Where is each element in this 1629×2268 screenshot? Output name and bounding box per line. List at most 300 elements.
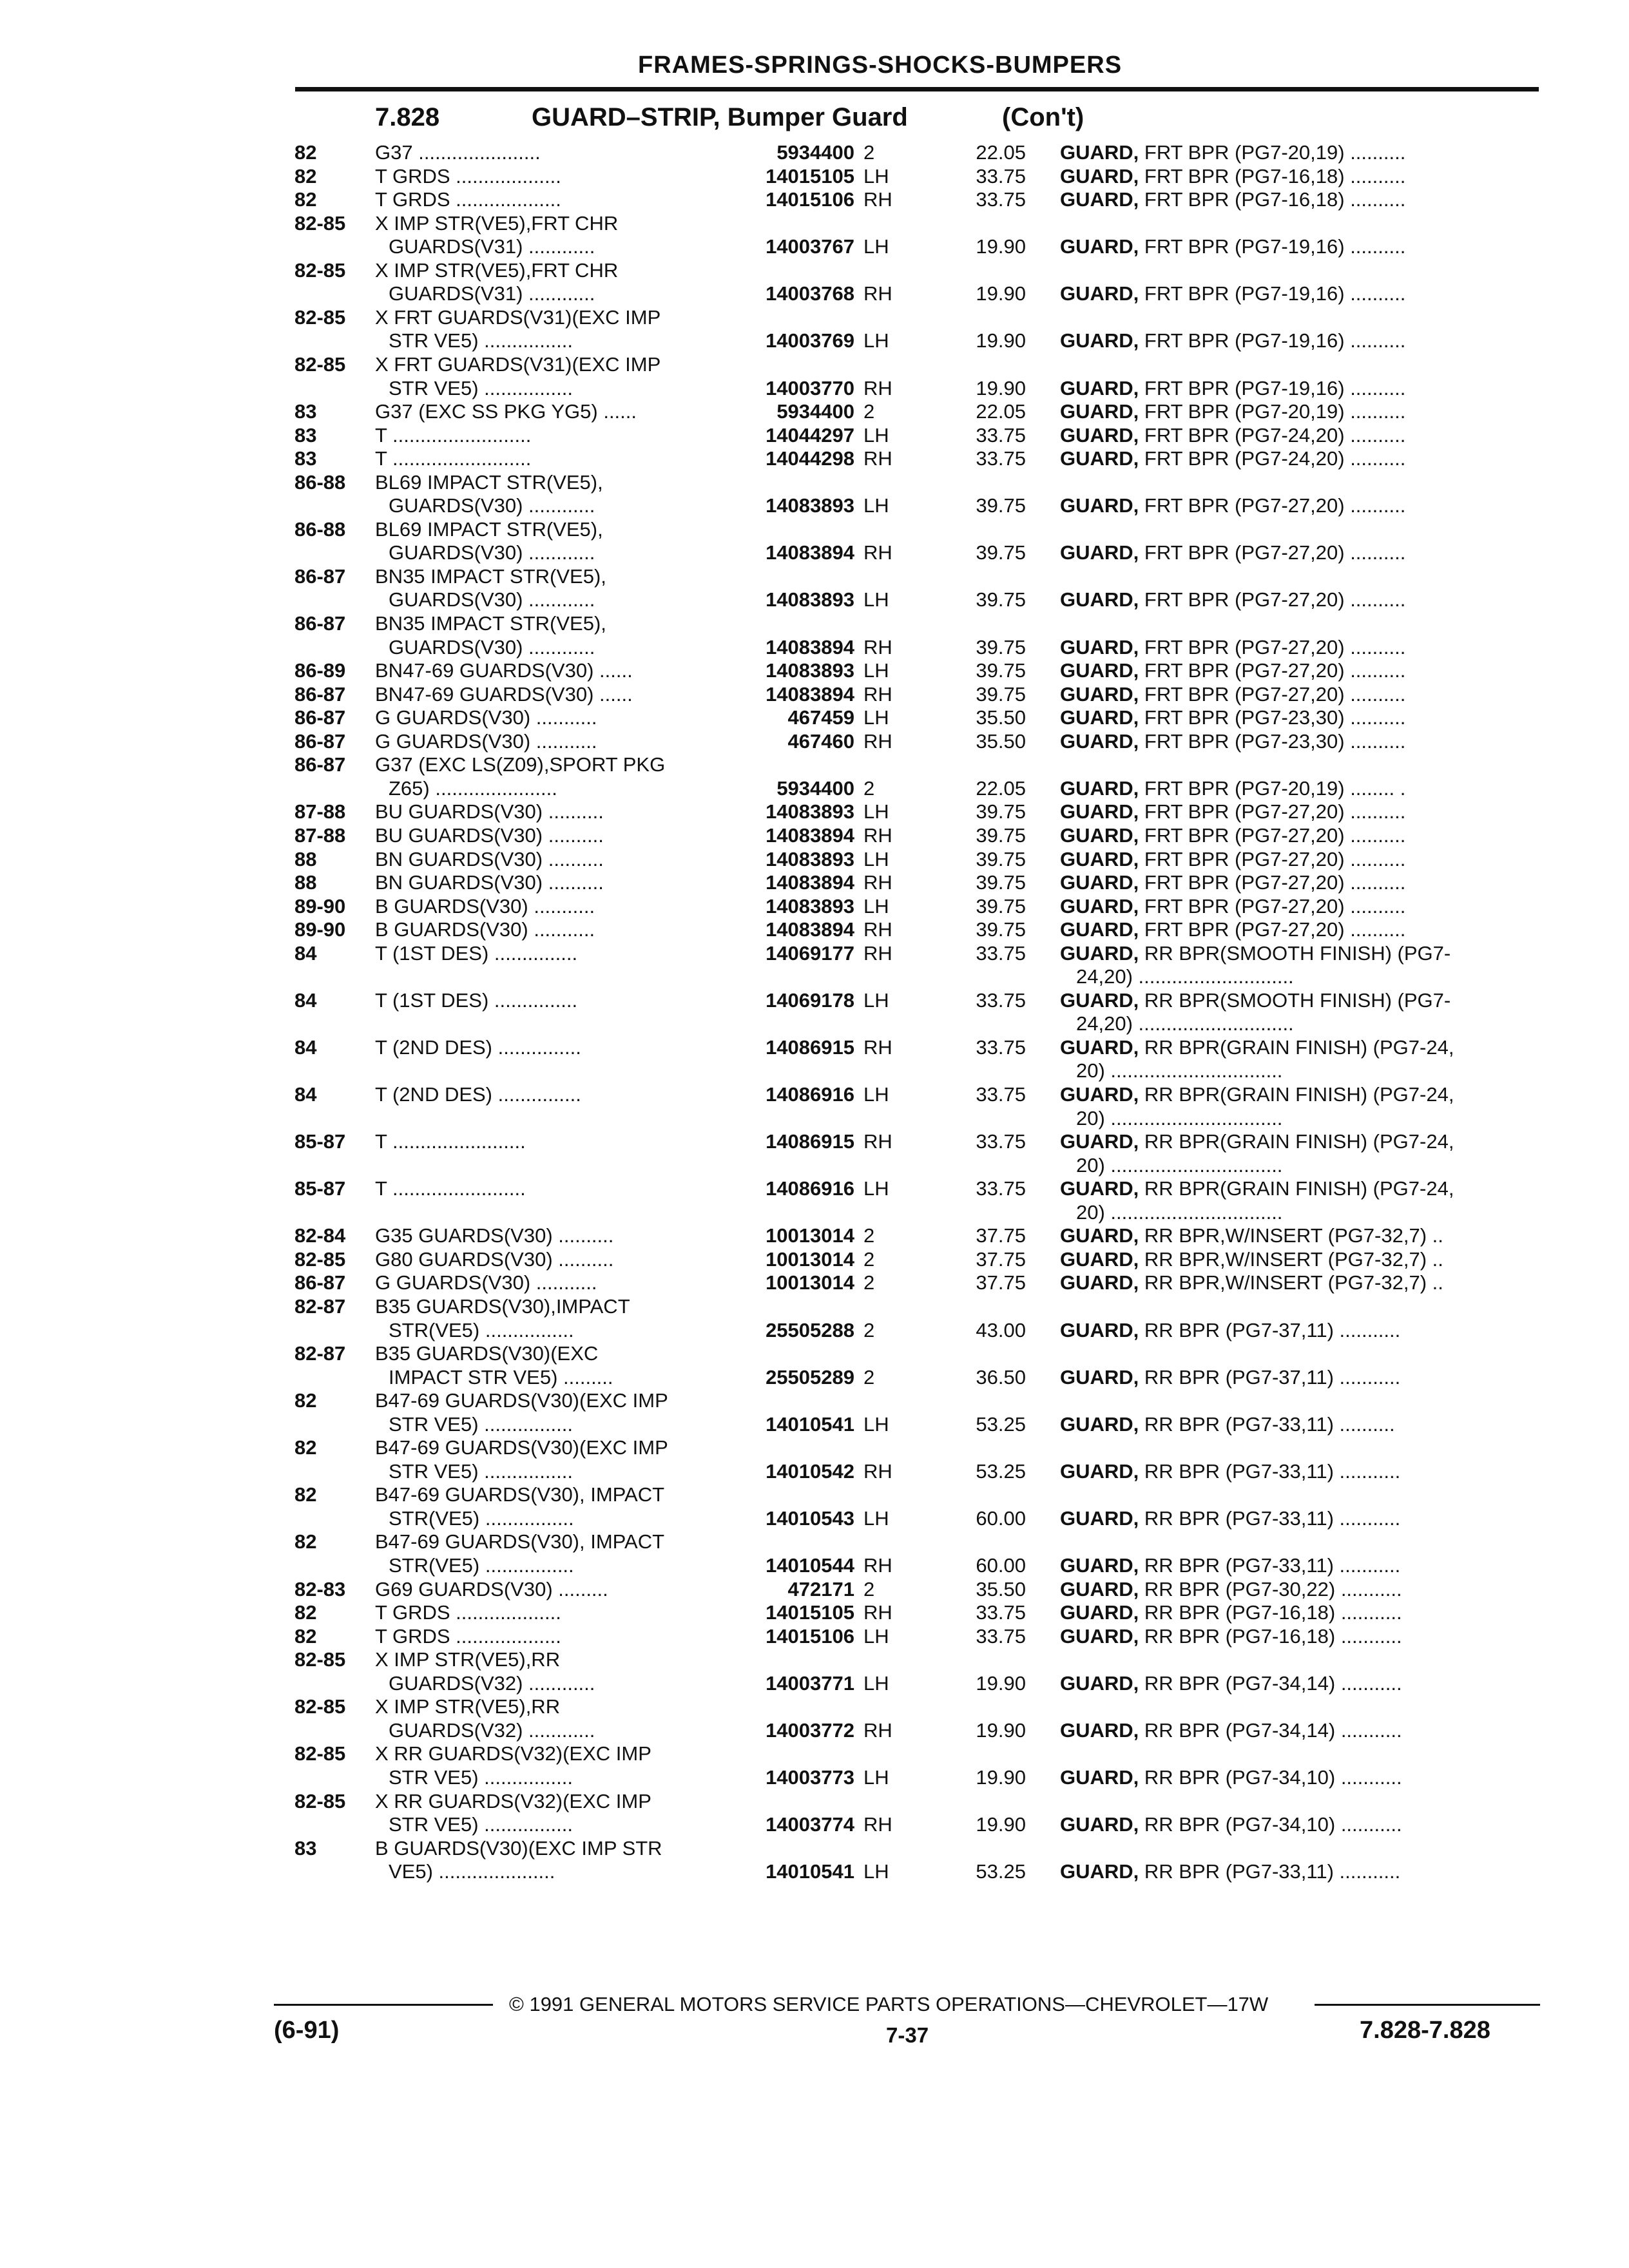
usage-description: X IMP STR(VE5),FRT CHR	[375, 211, 619, 235]
model-year: 86-87	[294, 682, 346, 706]
price: 53.25	[976, 1459, 1026, 1483]
part-name-keyword: GUARD,	[1060, 659, 1139, 682]
usage-description: G GUARDS(V30) ...........	[375, 729, 597, 753]
part-name-detail: FRT BPR (PG7-19,16) ..........	[1139, 329, 1406, 352]
part-name	[1060, 706, 1537, 729]
list-item	[0, 1553, 1629, 1577]
list-item	[0, 399, 1629, 423]
usage-description: STR(VE5) ................	[389, 1554, 574, 1577]
part-name-detail: FRT BPR (PG7-27,20) ..........	[1139, 635, 1406, 658]
part-number: 14010541	[766, 1860, 854, 1883]
part-name	[1060, 1177, 1537, 1200]
model-year: 83	[294, 423, 317, 447]
model-year: 86-87	[294, 753, 346, 776]
usage-description: BU GUARDS(V30) ..........	[375, 823, 604, 847]
quantity: LH	[863, 1860, 889, 1883]
model-year: 85-87	[294, 1177, 346, 1200]
part-number: 14015105	[766, 1601, 854, 1624]
part-name	[1060, 1035, 1537, 1059]
list-item	[0, 1483, 1629, 1506]
quantity: RH	[863, 188, 892, 211]
part-name-keyword: GUARD,	[1060, 941, 1139, 965]
list-item	[0, 1600, 1629, 1624]
part-name-continued: 20) ...............................	[1076, 1153, 1283, 1177]
price: 39.75	[976, 659, 1026, 682]
price: 19.90	[976, 282, 1026, 305]
part-name-keyword: GUARD,	[1060, 541, 1139, 564]
usage-description: GUARDS(V30) ............	[389, 494, 595, 517]
part-name-keyword: GUARD,	[1060, 588, 1139, 611]
footer-left-rule	[274, 2004, 493, 2006]
part-name	[1060, 329, 1537, 352]
price: 53.25	[976, 1412, 1026, 1436]
list-item	[0, 258, 1629, 282]
part-name-detail: FRT BPR (PG7-27,20) ..........	[1139, 659, 1406, 682]
part-number: 467459	[787, 706, 854, 729]
part-name-keyword: GUARD,	[1060, 847, 1139, 870]
part-name-keyword: GUARD,	[1060, 282, 1139, 305]
part-number: 14044298	[766, 447, 854, 470]
part-name-detail: FRT BPR (PG7-16,18) ..........	[1139, 164, 1406, 187]
usage-description: BN GUARDS(V30) ..........	[375, 871, 604, 894]
part-name-detail: FRT BPR (PG7-27,20) ..........	[1139, 800, 1406, 823]
part-name-detail: RR BPR (PG7-37,11) ...........	[1139, 1365, 1401, 1389]
model-year: 88	[294, 871, 317, 894]
part-name-keyword: GUARD,	[1060, 1459, 1139, 1483]
usage-description: STR VE5) ................	[389, 376, 573, 399]
part-number: 14086916	[766, 1177, 854, 1200]
footer-page-number: 7-37	[886, 2023, 929, 2047]
part-name	[1060, 164, 1537, 188]
usage-description: T GRDS ...................	[375, 188, 561, 211]
model-year: 84	[294, 1035, 317, 1059]
model-year: 89-90	[294, 894, 346, 918]
part-name-continued: 24,20) ............................	[1076, 1012, 1294, 1035]
quantity: RH	[863, 823, 892, 847]
part-name	[1060, 1553, 1537, 1577]
part-number: 467460	[787, 729, 854, 753]
price: 43.00	[976, 1318, 1026, 1341]
part-number: 14083893	[766, 494, 854, 517]
part-name	[1060, 140, 1537, 164]
part-number: 14010542	[766, 1459, 854, 1483]
usage-description: X RR GUARDS(V32)(EXC IMP	[375, 1742, 651, 1765]
part-name-keyword: GUARD,	[1060, 1247, 1139, 1271]
part-name-keyword: GUARD,	[1060, 1765, 1139, 1789]
part-name-keyword: GUARD,	[1060, 706, 1139, 729]
part-name-keyword: GUARD,	[1060, 447, 1139, 470]
part-name	[1060, 541, 1537, 564]
price: 39.75	[976, 800, 1026, 823]
model-year: 82	[294, 1601, 317, 1624]
part-name-detail: RR BPR(GRAIN FINISH) (PG7-24,	[1139, 1177, 1454, 1200]
part-number: 14083894	[766, 635, 854, 658]
list-item	[0, 235, 1629, 258]
quantity: LH	[863, 1506, 889, 1530]
quantity: LH	[863, 1412, 889, 1436]
quantity: LH	[863, 164, 889, 187]
list-item	[0, 1624, 1629, 1648]
list-item	[0, 1812, 1629, 1836]
usage-description: BU GUARDS(V30) ..........	[375, 800, 604, 823]
part-number: 14003769	[766, 329, 854, 352]
usage-description: X FRT GUARDS(V31)(EXC IMP	[375, 352, 661, 376]
quantity: LH	[863, 659, 889, 682]
part-name-continued: 20) ...............................	[1076, 1106, 1283, 1129]
usage-description: B35 GUARDS(V30),IMPACT	[375, 1294, 630, 1318]
usage-description: B GUARDS(V30) ...........	[375, 918, 595, 941]
quantity: LH	[863, 800, 889, 823]
part-name-keyword: GUARD,	[1060, 423, 1139, 447]
section-continued: (Con't)	[1002, 103, 1084, 131]
part-name-keyword: GUARD,	[1060, 1083, 1139, 1106]
list-item	[0, 1247, 1629, 1271]
part-name	[1060, 282, 1537, 305]
part-number: 14010541	[766, 1412, 854, 1436]
usage-description: STR VE5) ................	[389, 1813, 573, 1836]
price: 37.75	[976, 1271, 1026, 1294]
quantity: 2	[863, 776, 875, 800]
part-name	[1060, 376, 1537, 400]
quantity: 2	[863, 141, 875, 164]
list-item-continuation	[0, 1200, 1629, 1224]
list-item	[0, 140, 1629, 164]
part-name	[1060, 1271, 1537, 1294]
usage-description: G69 GUARDS(V30) .........	[375, 1577, 608, 1600]
part-name-keyword: GUARD,	[1060, 1813, 1139, 1836]
model-year: 82	[294, 1624, 317, 1648]
part-name	[1060, 870, 1537, 894]
list-item	[0, 918, 1629, 941]
quantity: 2	[863, 1318, 875, 1341]
price: 19.90	[976, 1813, 1026, 1836]
part-name	[1060, 658, 1537, 682]
list-item	[0, 776, 1629, 800]
list-item	[0, 1318, 1629, 1342]
part-name	[1060, 988, 1537, 1012]
part-number: 5934400	[776, 141, 854, 164]
quantity: RH	[863, 1554, 892, 1577]
usage-description: GUARDS(V30) ............	[389, 635, 595, 658]
list-item	[0, 588, 1629, 611]
quantity: RH	[863, 282, 892, 305]
part-number: 5934400	[776, 400, 854, 423]
part-name-detail: FRT BPR (PG7-19,16) ..........	[1139, 235, 1406, 258]
quantity: LH	[863, 894, 889, 918]
part-name	[1060, 941, 1537, 965]
model-year: 86-87	[294, 1271, 346, 1294]
price: 39.75	[976, 541, 1026, 564]
list-item	[0, 1341, 1629, 1365]
part-name-keyword: GUARD,	[1060, 1318, 1139, 1341]
quantity: RH	[863, 541, 892, 564]
part-number: 14083893	[766, 659, 854, 682]
usage-description: G80 GUARDS(V30) ..........	[375, 1247, 614, 1271]
part-name	[1060, 1577, 1537, 1601]
model-year: 84	[294, 1083, 317, 1106]
usage-description: B47-69 GUARDS(V30)(EXC IMP	[375, 1389, 668, 1412]
part-name	[1060, 1082, 1537, 1106]
quantity: LH	[863, 1624, 889, 1648]
part-number: 14010544	[766, 1554, 854, 1577]
price: 33.75	[976, 1601, 1026, 1624]
list-item	[0, 1671, 1629, 1695]
part-name-keyword: GUARD,	[1060, 682, 1139, 706]
usage-description: G37 (EXC SS PKG YG5) ......	[375, 400, 637, 423]
part-name-detail: FRT BPR (PG7-27,20) ..........	[1139, 894, 1406, 918]
list-item	[0, 635, 1629, 659]
model-year: 84	[294, 988, 317, 1012]
price: 19.90	[976, 1671, 1026, 1695]
price: 60.00	[976, 1554, 1026, 1577]
usage-description: GUARDS(V30) ............	[389, 588, 595, 611]
usage-description: G37 (EXC LS(Z09),SPORT PKG	[375, 753, 666, 776]
part-name-detail: RR BPR(GRAIN FINISH) (PG7-24,	[1139, 1035, 1454, 1059]
part-number: 14003771	[766, 1671, 854, 1695]
part-number: 14083894	[766, 871, 854, 894]
part-name	[1060, 1247, 1537, 1271]
part-name	[1060, 823, 1537, 847]
usage-description: T (2ND DES) ...............	[375, 1035, 581, 1059]
part-name-detail: FRT BPR (PG7-16,18) ..........	[1139, 188, 1406, 211]
list-item	[0, 1271, 1629, 1294]
part-number: 14003768	[766, 282, 854, 305]
list-item-continuation	[0, 1153, 1629, 1177]
list-item	[0, 753, 1629, 776]
list-item	[0, 658, 1629, 682]
price: 35.50	[976, 706, 1026, 729]
quantity: 2	[863, 1365, 875, 1389]
usage-description: BN47-69 GUARDS(V30) ......	[375, 682, 633, 706]
part-name-keyword: GUARD,	[1060, 188, 1139, 211]
part-name-keyword: GUARD,	[1060, 1554, 1139, 1577]
model-year: 87-88	[294, 823, 346, 847]
part-number: 14083894	[766, 682, 854, 706]
price: 22.05	[976, 400, 1026, 423]
price: 33.75	[976, 447, 1026, 470]
part-name-detail: FRT BPR (PG7-27,20) ..........	[1139, 682, 1406, 706]
model-year: 82-85	[294, 1789, 346, 1812]
model-year: 88	[294, 847, 317, 870]
list-item	[0, 1648, 1629, 1671]
part-name-keyword: GUARD,	[1060, 894, 1139, 918]
part-number: 14015106	[766, 1624, 854, 1648]
list-item	[0, 1577, 1629, 1601]
part-name-keyword: GUARD,	[1060, 776, 1139, 800]
part-name-detail: RR BPR(GRAIN FINISH) (PG7-24,	[1139, 1083, 1454, 1106]
list-item	[0, 988, 1629, 1012]
model-year: 82-87	[294, 1294, 346, 1318]
part-number: 14010543	[766, 1506, 854, 1530]
list-item	[0, 187, 1629, 211]
quantity: LH	[863, 706, 889, 729]
usage-description: T GRDS ...................	[375, 164, 561, 187]
part-name-detail: RR BPR (PG7-33,11) ...........	[1139, 1554, 1401, 1577]
price: 39.75	[976, 588, 1026, 611]
list-item	[0, 376, 1629, 400]
price: 39.75	[976, 871, 1026, 894]
list-item	[0, 823, 1629, 847]
quantity: RH	[863, 635, 892, 658]
page-title: FRAMES-SPRINGS-SHOCKS-BUMPERS	[638, 52, 1123, 79]
part-name-keyword: GUARD,	[1060, 1130, 1139, 1153]
usage-description: BN35 IMPACT STR(VE5),	[375, 612, 606, 635]
part-name	[1060, 1860, 1537, 1883]
price: 35.50	[976, 1577, 1026, 1600]
part-number: 25505288	[766, 1318, 854, 1341]
quantity: LH	[863, 588, 889, 611]
part-name-detail: FRT BPR (PG7-19,16) ..........	[1139, 282, 1406, 305]
part-number: 14083894	[766, 541, 854, 564]
model-year: 82-85	[294, 211, 346, 235]
model-year: 83	[294, 1836, 317, 1860]
price: 39.75	[976, 494, 1026, 517]
quantity: RH	[863, 918, 892, 941]
model-year: 87-88	[294, 800, 346, 823]
usage-description: T GRDS ...................	[375, 1624, 561, 1648]
list-item	[0, 941, 1629, 965]
section-title: GUARD–STRIP, Bumper Guard	[532, 103, 908, 131]
model-year: 82	[294, 1436, 317, 1459]
list-item-continuation	[0, 1012, 1629, 1035]
list-item	[0, 1035, 1629, 1059]
list-item	[0, 1530, 1629, 1553]
price: 33.75	[976, 988, 1026, 1012]
part-name-keyword: GUARD,	[1060, 494, 1139, 517]
part-name-keyword: GUARD,	[1060, 1671, 1139, 1695]
part-name	[1060, 423, 1537, 447]
price: 33.75	[976, 1130, 1026, 1153]
part-name-detail: FRT BPR (PG7-27,20) ..........	[1139, 847, 1406, 870]
usage-description: G GUARDS(V30) ...........	[375, 1271, 597, 1294]
usage-description: T ........................	[375, 1177, 526, 1200]
part-name	[1060, 1718, 1537, 1742]
usage-description: STR(VE5) ................	[389, 1506, 574, 1530]
part-name-detail: FRT BPR (PG7-27,20) ..........	[1139, 588, 1406, 611]
price: 36.50	[976, 1365, 1026, 1389]
part-name-keyword: GUARD,	[1060, 635, 1139, 658]
list-item	[0, 305, 1629, 329]
part-name-keyword: GUARD,	[1060, 1365, 1139, 1389]
part-name-detail: RR BPR(GRAIN FINISH) (PG7-24,	[1139, 1130, 1454, 1153]
quantity: RH	[863, 1813, 892, 1836]
model-year: 82	[294, 1530, 317, 1553]
usage-description: T ........................	[375, 1130, 526, 1153]
part-name-detail: FRT BPR (PG7-27,20) ..........	[1139, 918, 1406, 941]
part-name	[1060, 776, 1537, 800]
list-item	[0, 1224, 1629, 1247]
part-name-detail: RR BPR (PG7-16,18) ...........	[1139, 1624, 1402, 1648]
price: 60.00	[976, 1506, 1026, 1530]
price: 35.50	[976, 729, 1026, 753]
usage-description: BN47-69 GUARDS(V30) ......	[375, 659, 633, 682]
usage-description: X IMP STR(VE5),RR	[375, 1695, 561, 1718]
usage-description: X FRT GUARDS(V31)(EXC IMP	[375, 305, 661, 329]
model-year: 82-85	[294, 352, 346, 376]
quantity: RH	[863, 1130, 892, 1153]
list-item	[0, 1718, 1629, 1742]
list-item	[0, 870, 1629, 894]
model-year: 82-83	[294, 1577, 346, 1600]
part-name-continued: 20) ...............................	[1076, 1200, 1283, 1224]
part-name-detail: RR BPR(SMOOTH FINISH) (PG7-	[1139, 941, 1451, 965]
usage-description: B47-69 GUARDS(V30)(EXC IMP	[375, 1436, 668, 1459]
part-name-detail: RR BPR,W/INSERT (PG7-32,7) ..	[1139, 1247, 1443, 1271]
price: 33.75	[976, 1624, 1026, 1648]
part-name	[1060, 235, 1537, 258]
part-name-detail: RR BPR (PG7-30,22) ...........	[1139, 1577, 1402, 1600]
list-item	[0, 1412, 1629, 1436]
model-year: 83	[294, 447, 317, 470]
list-item	[0, 211, 1629, 235]
price: 39.75	[976, 894, 1026, 918]
part-name-keyword: GUARD,	[1060, 988, 1139, 1012]
price: 33.75	[976, 941, 1026, 965]
list-item	[0, 1742, 1629, 1765]
usage-description: STR VE5) ................	[389, 1765, 573, 1789]
section-number: 7.828	[375, 103, 440, 131]
price: 39.75	[976, 823, 1026, 847]
usage-description: X RR GUARDS(V32)(EXC IMP	[375, 1789, 651, 1812]
quantity: LH	[863, 1083, 889, 1106]
part-number: 14086915	[766, 1130, 854, 1153]
part-name	[1060, 1765, 1537, 1789]
part-name	[1060, 1412, 1537, 1436]
price: 39.75	[976, 635, 1026, 658]
quantity: RH	[863, 1459, 892, 1483]
footer-section-range: 7.828-7.828	[1360, 2017, 1490, 2044]
quantity: RH	[863, 447, 892, 470]
list-item	[0, 682, 1629, 706]
list-item	[0, 541, 1629, 564]
part-name-keyword: GUARD,	[1060, 800, 1139, 823]
part-number: 14015106	[766, 188, 854, 211]
usage-description: VE5) .....................	[389, 1860, 555, 1883]
price: 33.75	[976, 423, 1026, 447]
model-year: 86-88	[294, 517, 346, 541]
footer-date: (6-91)	[274, 2017, 340, 2044]
part-name	[1060, 1624, 1537, 1648]
model-year: 82-87	[294, 1342, 346, 1365]
list-item	[0, 282, 1629, 305]
usage-description: T .........................	[375, 447, 532, 470]
list-item	[0, 1836, 1629, 1860]
usage-description: B35 GUARDS(V30)(EXC	[375, 1342, 599, 1365]
usage-description: STR(VE5) ................	[389, 1318, 574, 1341]
price: 19.90	[976, 329, 1026, 352]
usage-description: G35 GUARDS(V30) ..........	[375, 1224, 614, 1247]
model-year: 84	[294, 941, 317, 965]
part-name-keyword: GUARD,	[1060, 164, 1139, 187]
part-name-keyword: GUARD,	[1060, 235, 1139, 258]
model-year: 86-87	[294, 706, 346, 729]
part-name-keyword: GUARD,	[1060, 823, 1139, 847]
part-number: 5934400	[776, 776, 854, 800]
part-name-keyword: GUARD,	[1060, 1624, 1139, 1648]
part-name-keyword: GUARD,	[1060, 1577, 1139, 1600]
part-name-keyword: GUARD,	[1060, 376, 1139, 399]
footer-right-rule	[1315, 2004, 1540, 2006]
list-item-continuation	[0, 1106, 1629, 1130]
part-name-detail: FRT BPR (PG7-24,20) ..........	[1139, 423, 1406, 447]
quantity: RH	[863, 1035, 892, 1059]
quantity: RH	[863, 682, 892, 706]
model-year: 86-87	[294, 564, 346, 588]
list-item	[0, 1082, 1629, 1106]
part-name	[1060, 588, 1537, 611]
price: 19.90	[976, 235, 1026, 258]
part-number: 10013014	[766, 1247, 854, 1271]
